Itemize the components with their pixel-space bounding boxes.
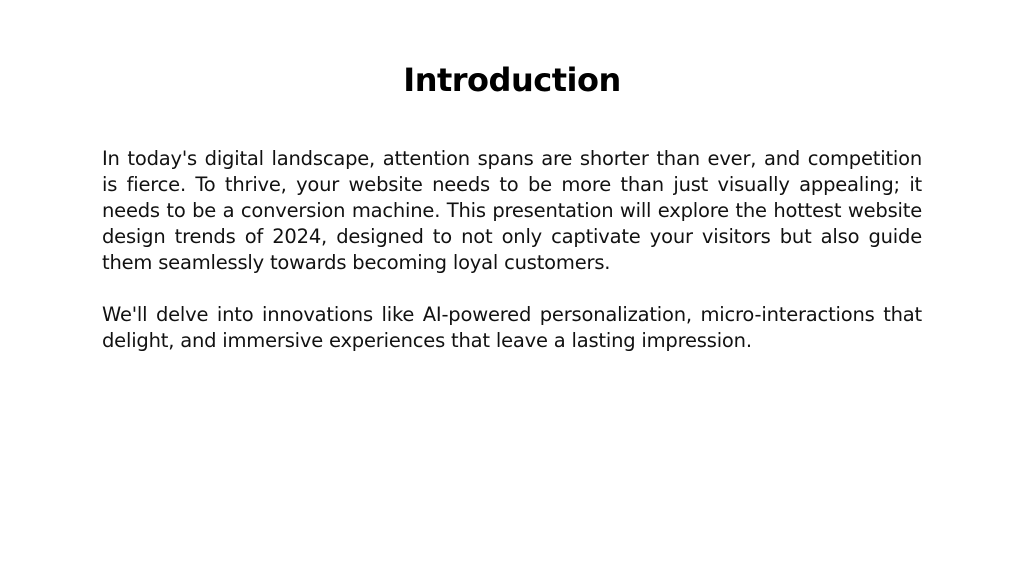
body-paragraph-2: We'll delve into innovations like AI-powered personalization, micro-interactions that delight, and immersive experiences that leave a lasting impression. xyxy=(102,303,922,352)
body-paragraph-1: In today's digital landscape, attention spans are shorter than ever, and competition is fierce. To thrive, your website needs to be more than just visually appealing; it needs to be a conversion machine. This presentation will explore the hottest website design trends of 2024, designed to not only captivate your visitors but also guide them seamlessly towards becoming loyal customers. xyxy=(102,147,922,274)
slide-title: Introduction xyxy=(403,61,621,99)
slide-body xyxy=(102,146,922,380)
